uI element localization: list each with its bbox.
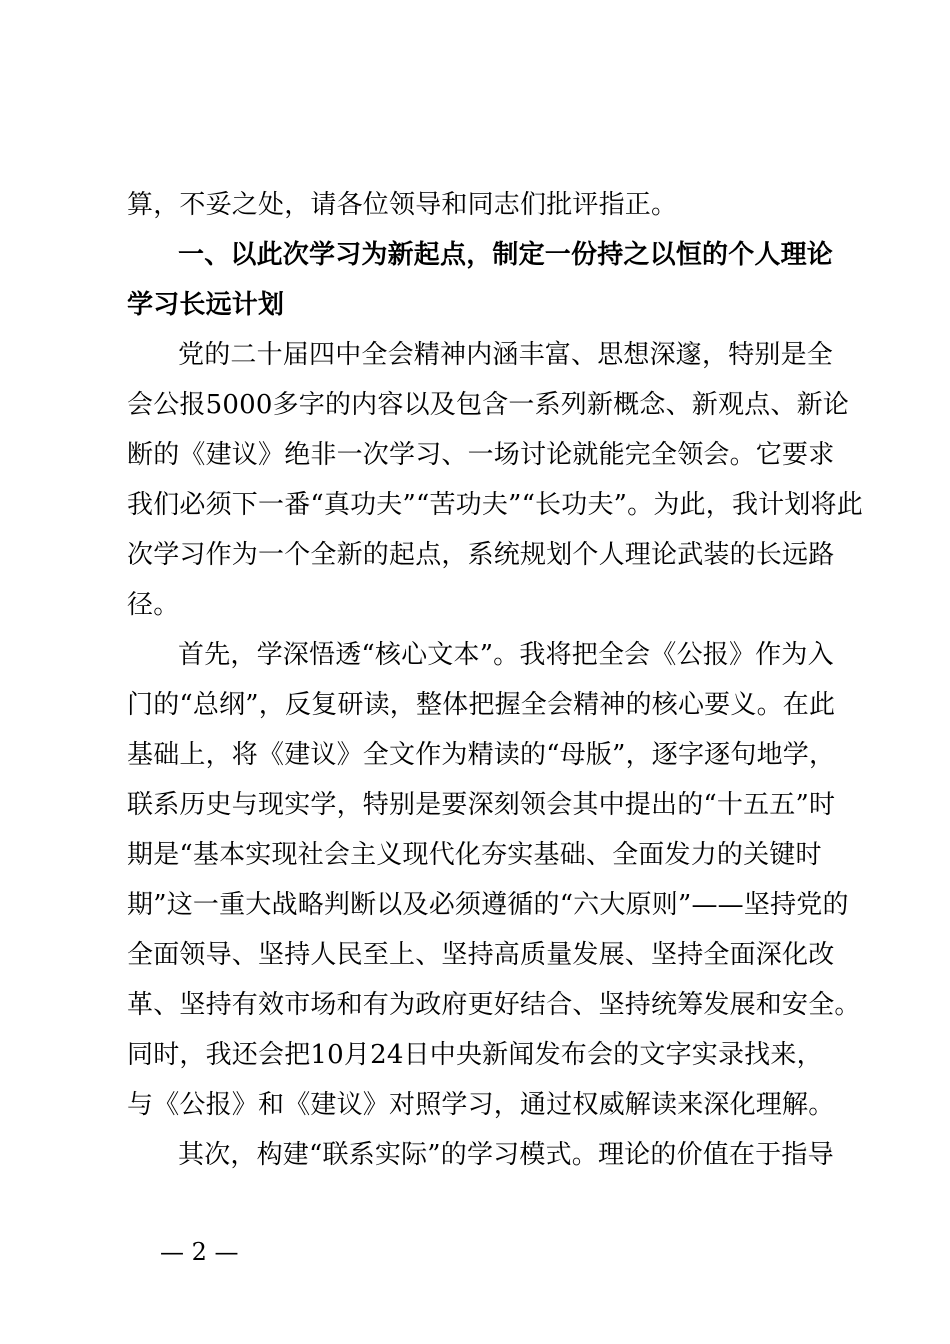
paragraph-line: 党的二十届四中全会精神内涵丰富、思想深邃，特别是全 [178, 340, 834, 370]
paragraph-line: 首先，学深悟透“核心文本”。我将把全会《公报》作为入 [178, 640, 834, 670]
paragraph-line: 革、坚持有效市场和有为政府更好结合、坚持统筹发展和安全。 [127, 990, 861, 1020]
paragraph-line: 我们必须下一番“真功夫”“苦功夫”“长功夫”。为此，我计划将此 [127, 490, 863, 520]
paragraph-line: 同时，我还会把10月24日中央新闻发布会的文字实录找来， [127, 1040, 823, 1070]
section-heading: 一、以此次学习为新起点，制定一份持之以恒的个人理论 [178, 240, 834, 270]
paragraph-line: 会公报5000多字的内容以及包含一系列新概念、新观点、新论 [127, 390, 849, 420]
paragraph-line: 与《公报》和《建议》对照学习，通过权威解读来深化理解。 [127, 1090, 835, 1120]
paragraph-line: 期是“基本实现社会主义现代化夯实基础、全面发力的关键时 [127, 840, 822, 870]
paragraph-line: 期”这一重大战略判断以及必须遵循的“六大原则”——坚持党的 [127, 890, 849, 920]
page-number: — 2 — [160, 1238, 239, 1266]
paragraph-line: 基础上，将《建议》全文作为精读的“母版”，逐字逐句地学， [127, 740, 836, 770]
paragraph-line: 门的“总纲”，反复研读，整体把握全会精神的核心要义。在此 [127, 690, 836, 720]
paragraph-line: 次学习作为一个全新的起点，系统规划个人理论武装的长远路 [127, 540, 835, 570]
paragraph-line: 其次，构建“联系实际”的学习模式。理论的价值在于指导 [178, 1140, 834, 1170]
section-heading-continued: 学习长远计划 [127, 290, 285, 320]
paragraph-line: 断的《建议》绝非一次学习、一场讨论就能完全领会。它要求 [127, 440, 835, 470]
paragraph-line: 全面领导、坚持人民至上、坚持高质量发展、坚持全面深化改 [127, 940, 835, 970]
paragraph-line: 径。 [127, 590, 180, 620]
text-line: 算，不妥之处，请各位领导和同志们批评指正。 [127, 190, 678, 220]
paragraph-line: 联系历史与现实学，特别是要深刻领会其中提出的“十五五”时 [127, 790, 836, 820]
